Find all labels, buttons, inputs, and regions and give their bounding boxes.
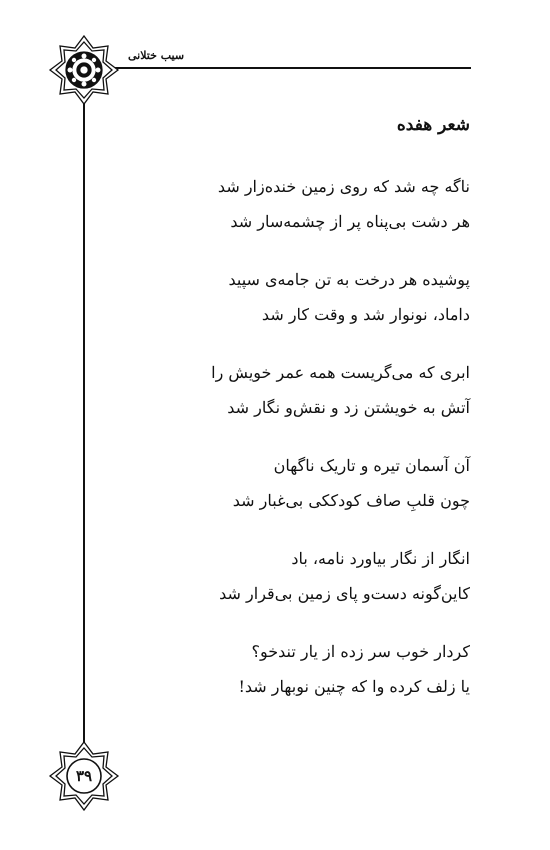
verse-line: کاین‌گونه دست‌و پای زمین بی‌قرار شد xyxy=(219,584,470,603)
verse-line: پوشیده هر درخت به تن جامه‌ی سپید xyxy=(228,270,470,289)
verse-line: یا زلف کرده وا که چنین نوبهار شد! xyxy=(238,677,470,696)
verse-line: هر دشت بی‌پناه پر از چشمه‌سار شد xyxy=(230,212,470,231)
verse-line: آتش به خویشتن زد و نقش‌و نگار شد xyxy=(227,398,470,417)
stanza xyxy=(140,355,470,425)
running-header-title: سیب ختلانی xyxy=(128,49,185,62)
poem-title: شعر هفده xyxy=(396,115,470,135)
stanza xyxy=(140,448,470,518)
header-rule xyxy=(83,67,471,69)
verse-line: چون قلبِ صاف کودککی بی‌غبار شد xyxy=(232,491,470,510)
stanza xyxy=(140,169,470,239)
verse-line: کردار خوب سر زده از یار تندخو؟ xyxy=(251,642,470,661)
verse-line: انگار از نگار بیاورد نامه، باد xyxy=(291,549,470,568)
verse-line: ناگه چه شد که روی زمین خنده‌زار شد xyxy=(217,177,470,196)
verse-line: آن آسمان تیره و تاریک ناگهان xyxy=(273,456,470,475)
stanza xyxy=(140,541,470,611)
page-number: ۳۹ xyxy=(75,767,93,785)
poem xyxy=(140,115,470,727)
stanza xyxy=(140,634,470,704)
stanza xyxy=(140,262,470,332)
arabesque-rosette-icon xyxy=(48,34,120,106)
verse-line: ابری که می‌گریست همه عمر خویش را xyxy=(211,363,470,382)
margin-rule xyxy=(83,70,85,780)
verse-line: داماد، نونوار شد و وقت کار شد xyxy=(261,305,470,324)
